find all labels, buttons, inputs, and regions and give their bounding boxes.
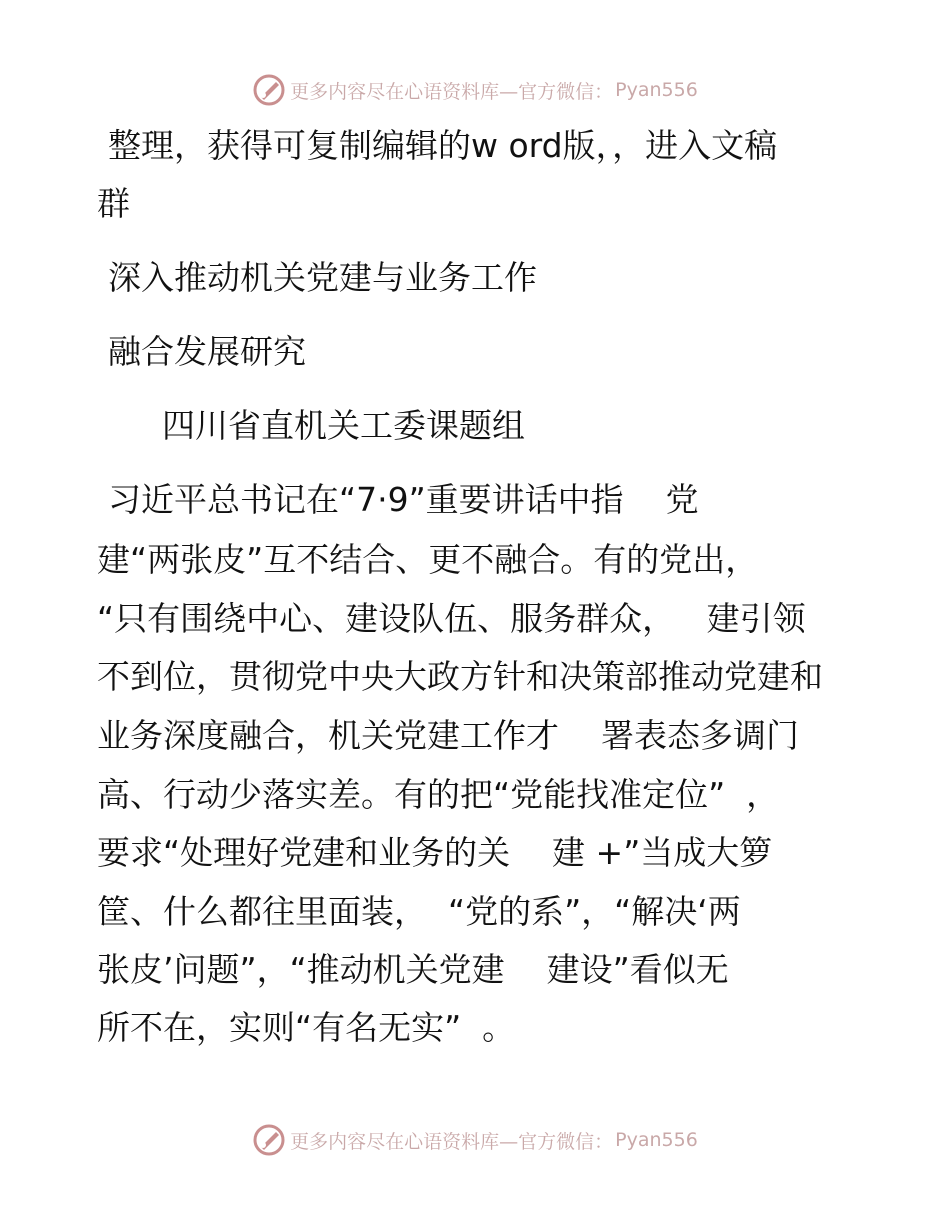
text-line: 不到位，贯彻党中央大政方针和决策部推动党建和 bbox=[97, 657, 823, 696]
watermark-text: 更多内容尽在心语资料库—官方微信： bbox=[290, 80, 614, 103]
text-line: 建“两张皮”互不结合、更不融合。有的党出， bbox=[97, 540, 759, 579]
logo-icon bbox=[252, 1123, 286, 1157]
text-line: 整理，获得可复制编辑的w ord版，，进入文稿 bbox=[108, 126, 778, 165]
text-line: 高、行动少落实差。有的把“党能找准定位” ， bbox=[97, 775, 780, 814]
text-line: 习近平总书记在“7·9”重要讲话中指 党 bbox=[108, 480, 699, 519]
text-line: 群 bbox=[97, 184, 130, 223]
logo-icon bbox=[252, 73, 286, 107]
text-line: “只有围绕中心、建设队伍、服务群众， 建引领 bbox=[97, 599, 806, 638]
text-line: 所不在，实则“有名无实” 。 bbox=[97, 1008, 516, 1047]
watermark-handle: Pyan556 bbox=[615, 79, 698, 101]
watermark-text: 更多内容尽在心语资料库—官方微信： bbox=[290, 1130, 614, 1153]
text-line: 张皮’问题”，“推动机关党建 建设”看似无 bbox=[97, 950, 729, 989]
text-line: 要求“处理好党建和业务的关 建 +”当成大箩 bbox=[97, 833, 773, 872]
document-author: 四川省直机关工委课题组 bbox=[162, 406, 525, 445]
watermark-handle: Pyan556 bbox=[615, 1129, 698, 1151]
document-title: 深入推动机关党建与业务工作 bbox=[108, 258, 537, 297]
watermark-header bbox=[0, 70, 950, 110]
watermark-footer bbox=[0, 1120, 950, 1160]
text-line: 业务深度融合，机关党建工作才 署表态多调门 bbox=[97, 716, 799, 755]
document-title: 融合发展研究 bbox=[108, 332, 306, 371]
text-line: 筐、什么都往里面装， “党的系”，“解决‘两 bbox=[97, 892, 741, 931]
